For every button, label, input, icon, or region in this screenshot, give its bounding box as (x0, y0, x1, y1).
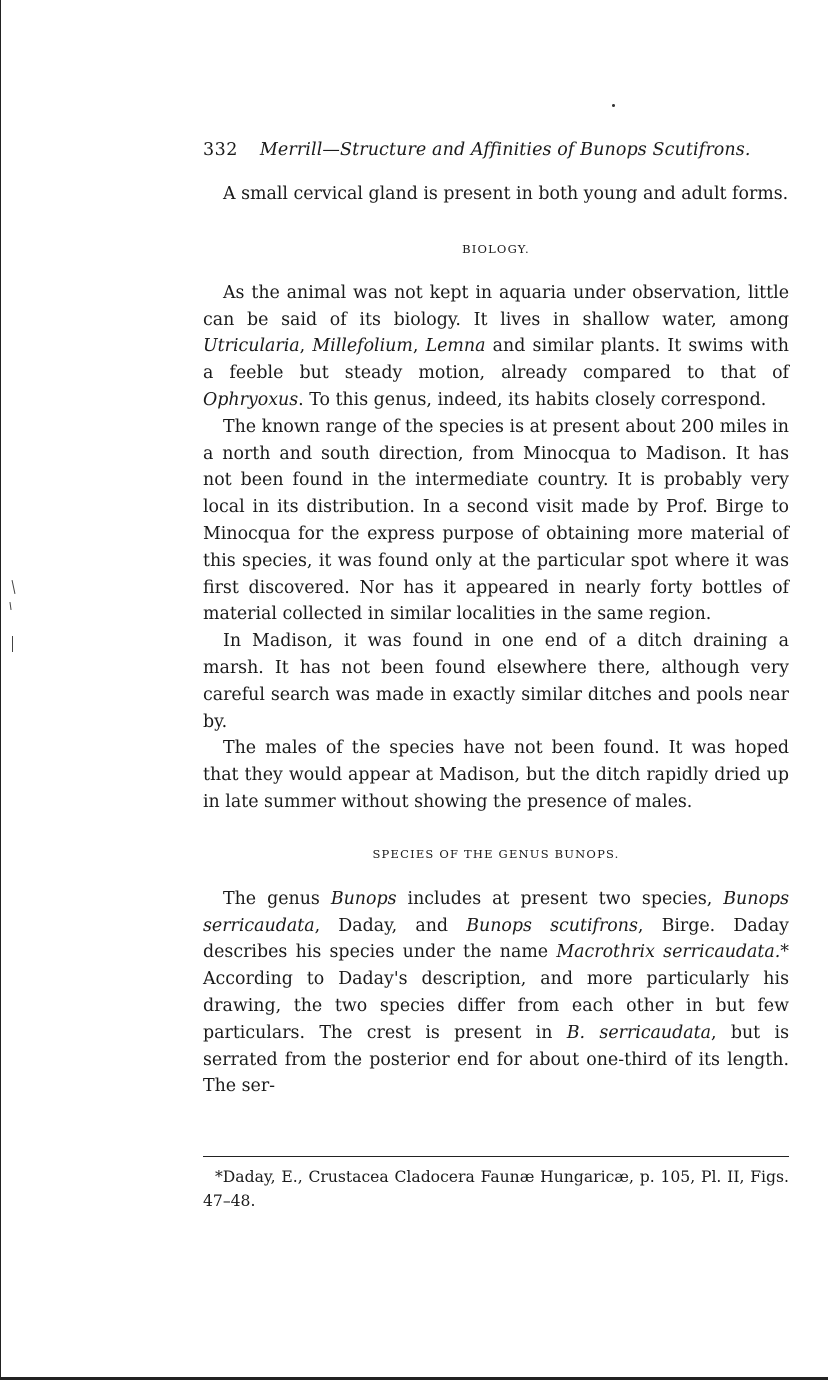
footnote: *Daday, E., Crustacea Cladocera Faunæ Hungaricæ, p. 105, Pl. II, Figs. 47–48. (203, 1168, 789, 1210)
body-text (203, 181, 789, 1100)
biology-paragraph-3: In Madison, it was found in one end of a ditch draining a marsh. It has not been found elsewhere there, although very careful search was made in exactly similar ditches and pools near by. (203, 631, 789, 732)
margin-mark (12, 636, 13, 652)
margin-mark (12, 580, 16, 594)
intro-paragraph: A small cervical gland is present in both young and adult forms. (223, 184, 789, 204)
biology-paragraph-1: As the animal was not kept in aquaria under observation, little can be said of its biology. It lives in shallow water, among Utricularia, Millefolium, Lemna and similar plants. It swims with a feeble but steady motion, already compared to that of Ophryoxus. To this genus, indeed, its habits closely correspond. (203, 282, 789, 410)
heading-species: SPECIES OF THE GENUS BUNOPS. (372, 846, 620, 861)
biology-paragraph-2: The known range of the species is at present about 200 miles in a north and south direction, from Minocqua to Madison. It has not been found in the intermediate country. It is probably very local in its distribution. In a second visit made by Prof. Birge to Minocqua for the express purpose of obtaining more material of this species, it was found only at the particular spot where it was first discovered. Nor has it appeared in nearly forty bottles of material collected in similar localities in the same region. (203, 416, 789, 625)
footnote-rule (203, 1156, 789, 1157)
page-number: 332 (203, 140, 238, 160)
scan-speck (612, 104, 615, 107)
margin-mark (9, 602, 11, 610)
page-edge-left (0, 0, 1, 1378)
heading-biology: BIOLOGY. (462, 241, 530, 256)
running-head (203, 136, 789, 164)
running-title: Merrill—Structure and Affinities of Bunops Scutifrons. (259, 140, 751, 160)
biology-paragraph-4: The males of the species have not been found. It was hoped that they would appear at Madison, but the ditch rapidly dried up in late summer without showing the presence of males. (203, 738, 789, 812)
species-paragraph-1: The genus Bunops includes at present two species, Bunops serricaudata, Daday, and Bunops scutifrons, Birge. Daday describes his species under the name Macrothrix serricaudata.* According to Daday's description, and more particularly his drawing, the two species differ from each other in but few particulars. The crest is present in B. serricaudata, but is serrated from the posterior end for about one-third of its length. The ser- (203, 888, 790, 1097)
